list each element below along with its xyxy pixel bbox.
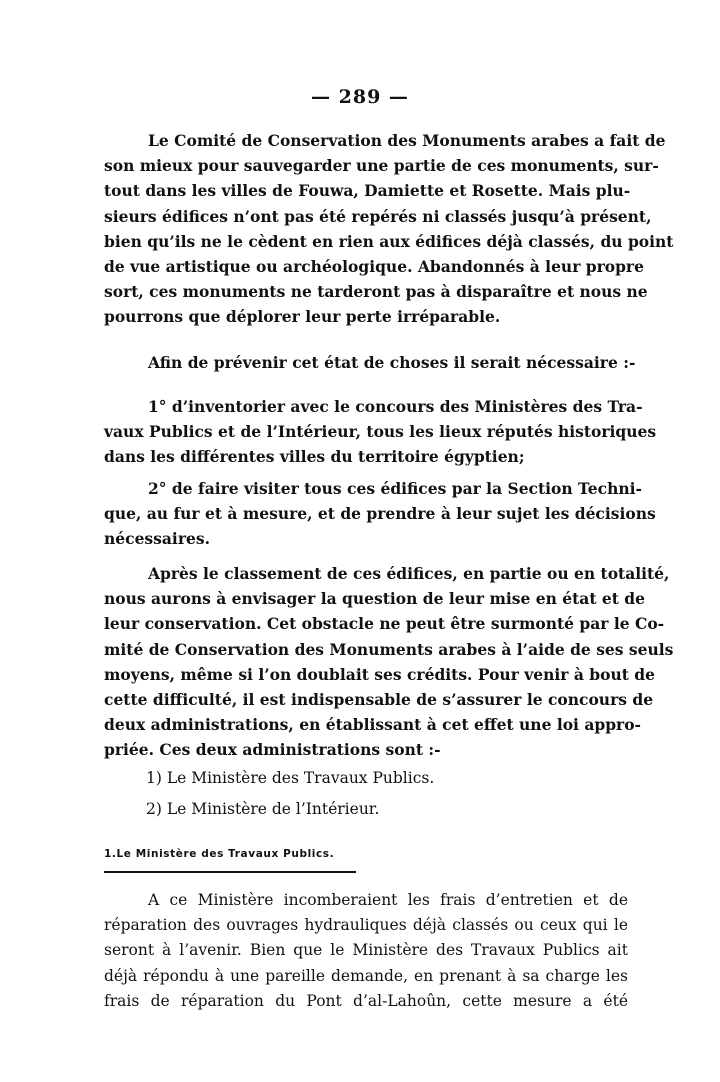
text-line: A ce Ministère incomberaient les frais d’entretien et de — [148, 891, 628, 909]
text-line: 1° d’inventorier avec le concours des Ministères des Tra- — [148, 397, 643, 416]
administrations-list — [104, 766, 628, 822]
text-line: 2° de faire visiter tous ces édifices par la Section Techni- — [148, 479, 642, 498]
text-line: deux administrations, en établissant à cet effet une loi appro- — [104, 715, 641, 735]
text-line: vaux Publics et de l’Intérieur, tous les lieux réputés historiques — [104, 422, 657, 442]
text-line: sort, ces monuments ne tarderont pas à disparaître et nous ne — [104, 282, 648, 302]
text-line: cette difficulté, il est indispensable de s’assurer le concours de — [104, 690, 654, 710]
text-line: leur conservation. Cet obstacle ne peut être surmonté par le Co- — [104, 614, 665, 634]
text-line: que, au fur et à mesure, et de prendre à leur sujet les décisions — [104, 504, 656, 524]
text-line: tout dans les villes de Fouwa, Damiette et Rosette. Mais plu- — [104, 181, 631, 201]
paragraph-2 — [104, 350, 636, 375]
text-line: moyens, même si l’on doublait ses crédits. Pour venir à bout de — [104, 664, 655, 684]
text-line: réparation des ouvrages hydrauliques déjà classés ou ceux qui le — [104, 916, 628, 935]
text-line: frais de réparation du Pont d’al-Lahoûn, cette mesure a été — [104, 991, 628, 1010]
page-number: — 289 — — [311, 86, 409, 108]
paragraph-5 — [104, 561, 674, 763]
text-line: nous aurons à envisager la question de leur mise en état et de — [104, 589, 645, 609]
list-item: 2) Le Ministère de l’Intérieur. — [146, 800, 380, 819]
paragraph-4 — [104, 476, 656, 552]
text-line: Le Comité de Conservation des Monuments arabes a fait de — [148, 131, 666, 150]
text-line: déjà répondu à une pareille demande, en prenant à sa charge les — [104, 966, 628, 985]
text-line: mité de Conservation des Monuments arabes à l’aide de ses seuls — [104, 639, 674, 659]
text-line: priée. Ces deux administrations sont :- — [104, 740, 441, 760]
text-line: nécessaires. — [104, 529, 210, 549]
text-line: dans les différentes villes du territoire égyptien; — [104, 447, 525, 467]
text-line: bien qu’ils ne le cèdent en rien aux édifices déjà classés, du point — [104, 231, 674, 251]
paragraph-6 — [104, 888, 628, 1014]
text-line: pourrons que déplorer leur perte irréparable. — [104, 307, 501, 327]
heading-underline — [104, 871, 356, 873]
paragraph-1 — [104, 128, 674, 330]
section-heading: 1.Le Ministère des Travaux Publics. — [104, 848, 335, 860]
text-line: de vue artistique ou archéologique. Abandonnés à leur propre — [104, 257, 644, 277]
text-line: son mieux pour sauvegarder une partie de ces monuments, sur- — [104, 156, 659, 176]
text-line: Afin de prévenir cet état de choses il serait nécessaire :- — [148, 353, 636, 372]
text-line: sieurs édifices n’ont pas été repérés ni classés jusqu’à présent, — [104, 206, 652, 226]
text-line: seront à l’avenir. Bien que le Ministère des Travaux Publics ait — [104, 941, 628, 960]
list-item: 1) Le Ministère des Travaux Publics. — [146, 769, 435, 787]
paragraph-3 — [104, 394, 657, 470]
text-line: Après le classement de ces édifices, en partie ou en totalité, — [148, 564, 670, 583]
